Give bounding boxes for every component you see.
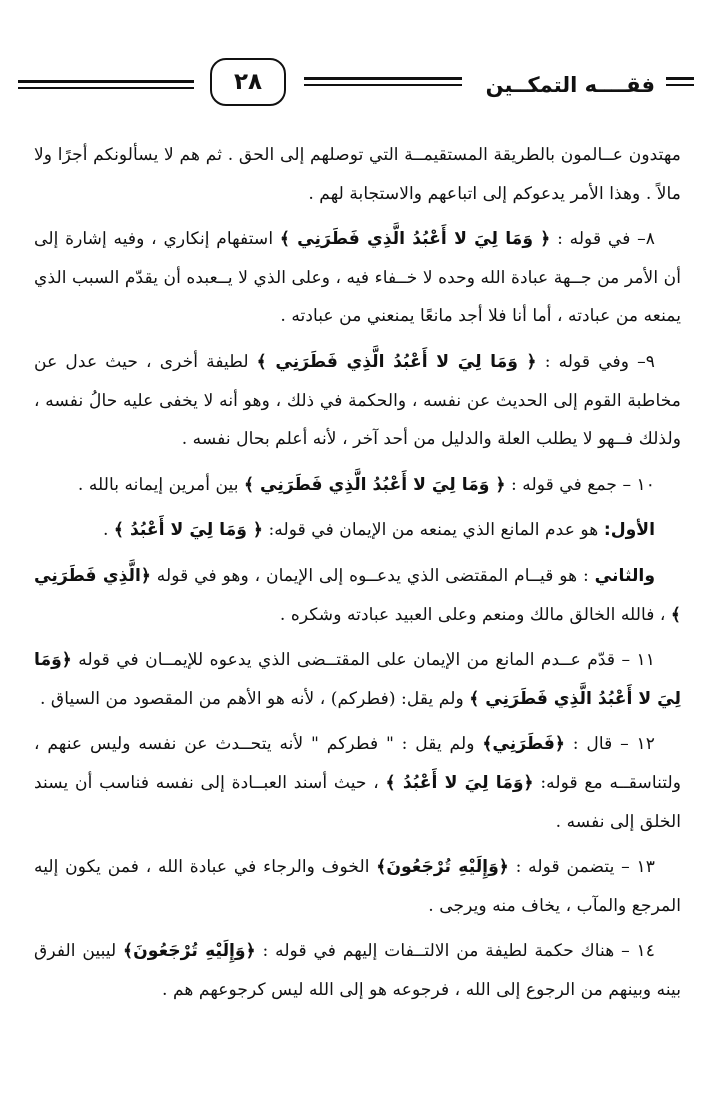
text-segment: .	[102, 520, 114, 541]
paragraph	[34, 725, 681, 841]
quran-quote: ﴿وَمَا لِيَ لا أَعْبُدُ الَّذِي فَطَرَنِي ﴾	[34, 650, 681, 709]
quran-quote: ﴿الَّذِي فَطَرَنِي ﴾	[34, 565, 681, 625]
header-rule-right-bottom	[666, 84, 694, 86]
paragraph	[34, 466, 681, 505]
paragraph	[34, 220, 681, 336]
paragraph	[34, 848, 681, 925]
header-rule-middle-top	[304, 77, 462, 80]
text-segment: استفهام إنكاري ، وفيه إشارة إلى أن الأمر من جــهة عبادة الله وحده لا خــفاء فيه ، وعلى الذي لا يــعبده أن يقدّم السبب الذي يمنعه من عبادته ، أما أنا فلا أجد مانعًا يمنعني من عبادته .	[34, 229, 681, 327]
text-segment: ، فالله الخالق مالك ومنعم وعلى العبيد عبادته وشكره .	[279, 604, 671, 625]
text-segment: هو عدم المانع الذي يمنعه من الإيمان في قوله:	[262, 520, 604, 541]
header-rule-left-bottom	[18, 87, 194, 89]
header-rule-right-top	[666, 77, 694, 80]
quran-quote: ﴿ وَمَا لِيَ لا أَعْبُدُ ﴾	[113, 520, 263, 541]
text-segment: ١١ – قدّم عــدم المانع من الإيمان على المقتــضى الذي يدعوه للإيمــان في قوله	[71, 650, 655, 671]
text-segment: ولم يقل : " فطركم " لأنه يتحــدث عن نفسه وليس عنهم ، ولتناسقــه مع قوله:	[34, 734, 681, 793]
quran-quote: ﴿ وَمَا لِيَ لا أَعْبُدُ الَّذِي فَطَرَنِي ﴾	[243, 474, 506, 495]
list-label: والثاني	[594, 565, 655, 586]
text-segment: لطيفة أخرى ، حيث عدل عن مخاطبة القوم إلى الحديث عن نفسه ، والحكمة في ذلك ، وهو أنه لا يخفى عليه حالُ نفسه ، ولذلك فــهو لا يطلب العلة والدليل من أحد آخر ، لأنه أعلم بحال نفسه .	[34, 351, 681, 450]
text-segment: ٩– وفي قوله :	[536, 351, 655, 372]
text-segment: ١٠ – جمع في قوله :	[505, 474, 655, 495]
body-text	[34, 136, 681, 1016]
page-header	[14, 50, 699, 110]
quran-quote: ﴿وَمَا لِيَ لا أَعْبُدُ ﴾	[385, 772, 534, 793]
text-segment: بين أمرين إيمانه بالله .	[77, 474, 244, 495]
paragraph	[34, 511, 681, 550]
quran-quote: ﴿وَإِلَيْهِ تُرْجَعُونَ﴾	[376, 857, 509, 878]
text-segment: الخوف والرجاء في عبادة الله ، فمن يكون إليه المرجع والمآب ، يخاف منه ويرجى .	[34, 857, 681, 916]
text-segment: ٨– في قوله :	[550, 229, 655, 250]
page-number: ٢٨	[210, 58, 286, 106]
text-segment: ولم يقل: (فطركم) ، لأنه هو الأهم من المقصود من السياق .	[39, 688, 470, 709]
paragraph	[34, 641, 681, 718]
paragraph	[34, 343, 681, 459]
list-label: الأول:	[603, 520, 655, 541]
text-segment: ، حيث أسند العبــادة إلى نفسه فناسب أن يسند الخلق إلى نفسه .	[34, 772, 681, 832]
quran-quote: ﴿فَطَرَنِي﴾	[482, 734, 566, 755]
text-segment: ليبين الفرق بينه وبينهم من الرجوع إلى الله ، فرجوعه هو إلى الله ليس كرجوعهم هم .	[34, 941, 681, 1000]
paragraph	[34, 136, 681, 213]
paragraph	[34, 557, 681, 634]
paragraph	[34, 932, 681, 1009]
text-segment: : هو قيــام المقتضى الذي يدعــوه إلى الإيمان ، وهو في قوله	[150, 565, 595, 586]
text-segment: ١٢ – قال :	[565, 734, 655, 755]
running-title: فقــــه التمكــين	[485, 73, 655, 97]
text-segment: ١٤ – هناك حكمة لطيفة من الالتــفات إليهم في قوله :	[255, 941, 655, 962]
text-segment: مهتدون عــالمون بالطريقة المستقيمــة التي توصلهم إلى الحق . ثم هم لا يسألونكم أجرًا ولا مالاً . وهذا الأمر يدعوكم إلى اتباعهم والاستجابة لهم .	[34, 145, 681, 204]
quran-quote: ﴿ وَمَا لِيَ لا أَعْبُدُ الَّذِي فَطَرَنِي ﴾	[279, 229, 551, 250]
quran-quote: ﴿ وَمَا لِيَ لا أَعْبُدُ الَّذِي فَطَرَنِي ﴾	[256, 351, 537, 372]
text-segment: ١٣ – يتضمن قوله :	[508, 857, 655, 878]
quran-quote: ﴿وَإِلَيْهِ تُرْجَعُونَ﴾	[123, 941, 256, 962]
header-rule-middle-bottom	[304, 84, 462, 86]
header-rule-left-top	[18, 80, 194, 83]
